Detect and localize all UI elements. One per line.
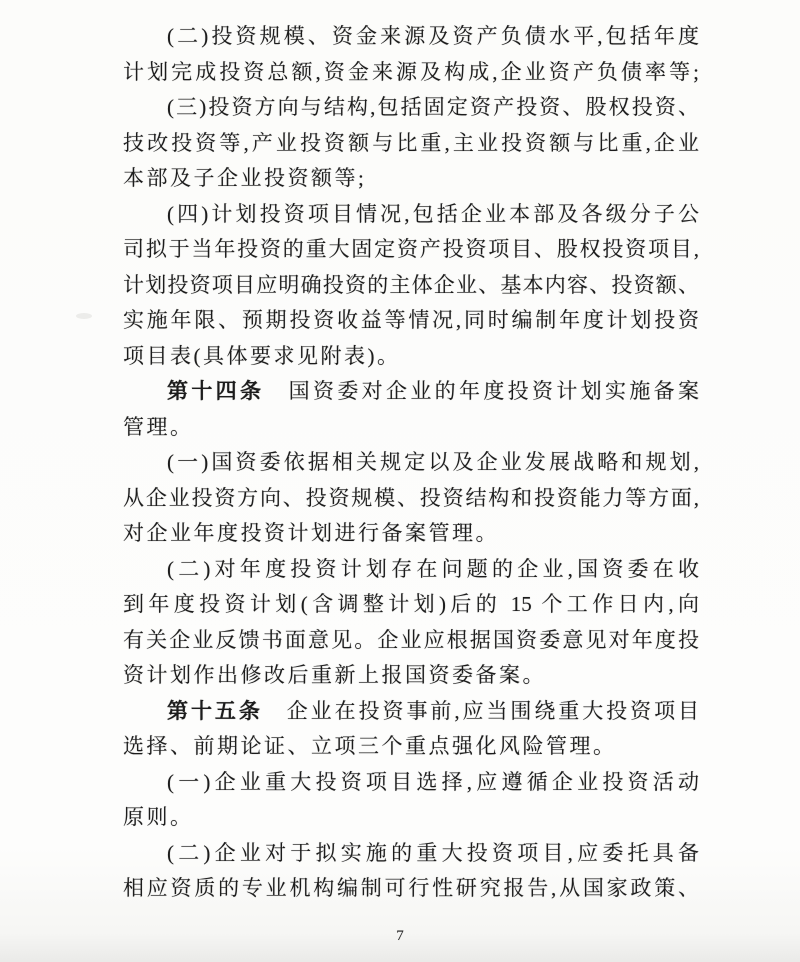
text-segment: 技改投资等,产业投资额与比重,主业投资额与比重,企业 bbox=[123, 130, 699, 155]
text-segment: 计划完成投资总额,资金来源及构成,企业资产负债率等; bbox=[123, 59, 699, 84]
text-line bbox=[123, 303, 699, 339]
text-segment: 有关企业反馈书面意见。企业应根据国资委意见对年度投 bbox=[123, 627, 699, 652]
text-segment: (二)企业对于拟实施的重大投资项目,应委托具备 bbox=[167, 840, 699, 865]
article-number: 第十五条 bbox=[167, 698, 263, 723]
text-line bbox=[123, 55, 699, 91]
text-line bbox=[123, 552, 699, 588]
text-segment: 本部及子企业投资额等; bbox=[123, 166, 367, 190]
text-line bbox=[123, 729, 699, 765]
text-line bbox=[123, 339, 699, 375]
page-number: 7 bbox=[396, 928, 404, 944]
text-line bbox=[123, 481, 699, 517]
text-line bbox=[123, 658, 699, 694]
text-line bbox=[123, 268, 699, 304]
text-segment: (一)企业重大投资项目选择,应遵循企业投资活动 bbox=[167, 769, 699, 794]
text-segment: 资计划作出修改后重新上报国资委备案。 bbox=[123, 663, 546, 687]
text-segment: (四)计划投资项目情况,包括企业本部及各级分子公 bbox=[167, 201, 699, 226]
text-line bbox=[123, 694, 699, 730]
text-segment: 选择、前期论证、立项三个重点强化风险管理。 bbox=[123, 734, 617, 758]
text-segment: (二)投资规模、资金来源及资产负债水平,包括年度 bbox=[167, 24, 699, 48]
text-segment: 项目表(具体要求见附表)。 bbox=[123, 343, 401, 368]
text-segment: 从企业投资方向、投资规模、投资结构和投资能力等方面, bbox=[123, 485, 699, 510]
text-segment: 实施年限、预期投资收益等情况,同时编制年度计划投资 bbox=[123, 308, 699, 332]
text-line bbox=[123, 126, 699, 162]
text-segment: 管理。 bbox=[123, 414, 194, 439]
text-line bbox=[123, 836, 699, 872]
text-line bbox=[123, 410, 699, 446]
text-line bbox=[123, 374, 699, 410]
text-segment: 司拟于当年投资的重大固定资产投资项目、股权投资项目, bbox=[123, 237, 699, 261]
text-segment: 企业在投资事前,应当围绕重大投资项目 bbox=[262, 698, 700, 723]
text-line bbox=[123, 90, 699, 126]
text-segment: 国资委对企业的年度投资计划实施备案 bbox=[264, 379, 700, 403]
text-segment: (三)投资方向与结构,包括固定资产投资、股权投资、 bbox=[167, 95, 699, 119]
text-segment: 计划投资项目应明确投资的主体企业、基本内容、投资额、 bbox=[123, 272, 699, 297]
text-segment: 到年度投资计划(含调整计划)后的 15 个工作日内,向 bbox=[123, 592, 699, 616]
text-line bbox=[123, 871, 699, 907]
article-number: 第十四条 bbox=[167, 379, 265, 403]
text-line bbox=[123, 587, 699, 623]
text-line bbox=[123, 19, 699, 55]
text-line bbox=[123, 516, 699, 552]
text-segment: 原则。 bbox=[123, 805, 194, 829]
text-line bbox=[123, 623, 699, 659]
text-line bbox=[123, 445, 699, 481]
text-segment: (二)对年度投资计划存在问题的企业,国资委在收 bbox=[167, 556, 699, 581]
text-line bbox=[123, 161, 699, 197]
text-line bbox=[123, 232, 699, 268]
text-line bbox=[123, 197, 699, 233]
text-segment: (一)国资委依据相关规定以及企业发展战略和规划, bbox=[167, 450, 699, 474]
scan-artifact bbox=[76, 313, 92, 319]
text-line bbox=[123, 800, 699, 836]
text-segment: 对企业年度投资计划进行备案管理。 bbox=[123, 521, 499, 545]
text-segment: 相应资质的专业机构编制可行性研究报告,从国家政策、 bbox=[123, 876, 699, 900]
document-body bbox=[123, 19, 699, 907]
text-line bbox=[123, 765, 699, 801]
